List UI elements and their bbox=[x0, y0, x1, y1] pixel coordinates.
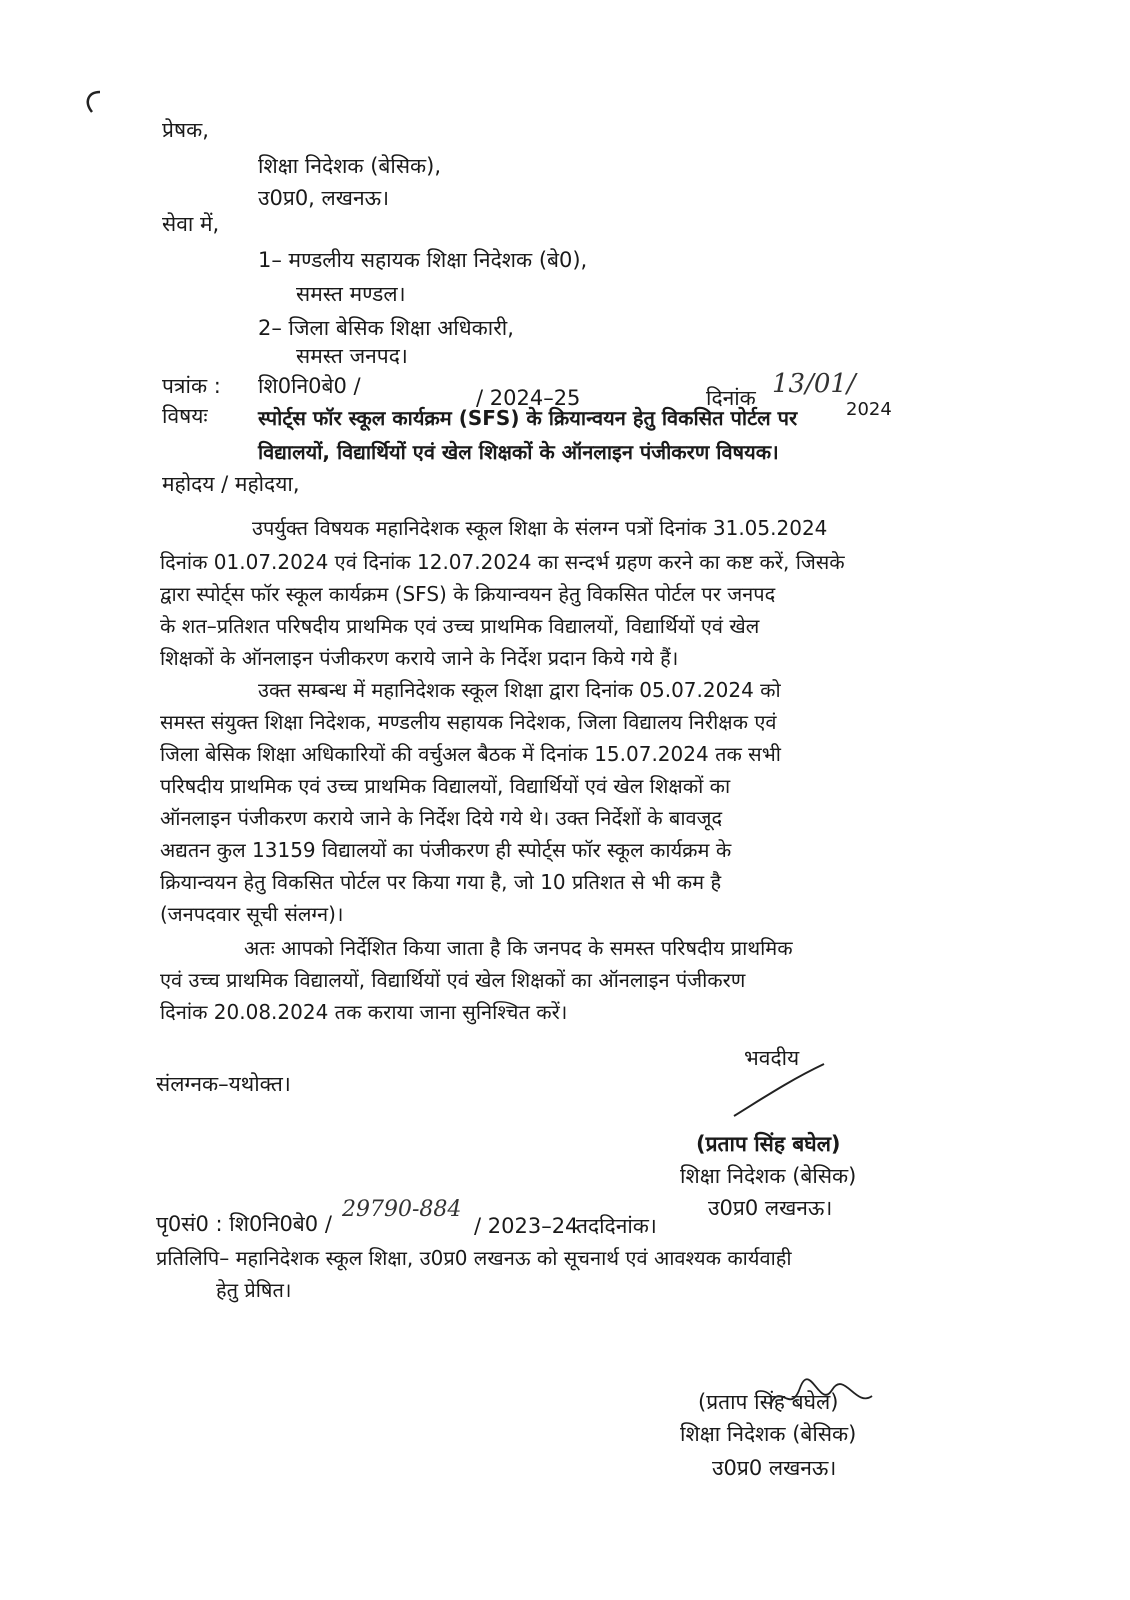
signatory-place: उ0प्र0 लखनऊ। bbox=[708, 1196, 833, 1220]
para2-line-5: ऑनलाइन पंजीकरण कराये जाने के निर्देश दिये गये थे। उक्त निर्देशों के बावजूद bbox=[160, 806, 723, 830]
para1-line-3: द्वारा स्पोर्ट्स फॉर स्कूल कार्यक्रम (SFS) के क्रियान्वयन हेतु विकसित पोर्टल पर जनपद bbox=[160, 582, 776, 606]
para3-line-1: अतः आपको निर्देशित किया जाता है कि जनपद के समस्त परिषदीय प्राथमिक bbox=[244, 936, 793, 960]
copy-sig-place: उ0प्र0 लखनऊ। bbox=[712, 1456, 837, 1480]
signature-stroke bbox=[730, 1060, 830, 1120]
copy-signature-scribble bbox=[760, 1370, 880, 1420]
patrank-year: / 2024–25 bbox=[476, 386, 581, 410]
enclosure-note: संलग्नक–यथोक्त। bbox=[156, 1072, 291, 1096]
date-year: 2024 bbox=[846, 399, 892, 420]
para2-line-6: अद्यतन कुल 13159 विद्यालयों का पंजीकरण ही स्पोर्ट्स फॉर स्कूल कार्यक्रम के bbox=[160, 838, 732, 862]
date-handwritten: 13/01/ bbox=[772, 369, 856, 399]
sender-line-2: उ0प्र0, लखनऊ। bbox=[258, 186, 390, 210]
copy-ref-date: तददिनांक। bbox=[576, 1214, 657, 1238]
signatory-name: (प्रताप सिंह बघेल) bbox=[696, 1132, 841, 1156]
copy-line-1: प्रतिलिपि– महानिदेशक स्कूल शिक्षा, उ0प्र0 लखनऊ को सूचनार्थ एवं आवश्यक कार्यवाही bbox=[156, 1246, 792, 1270]
copy-line-2: हेतु प्रेषित। bbox=[216, 1278, 292, 1302]
para2-line-8: (जनपदवार सूची संलग्न)। bbox=[160, 902, 344, 926]
patrank-label: पत्रांक : bbox=[162, 374, 221, 398]
signatory-designation: शिक्षा निदेशक (बेसिक) bbox=[680, 1164, 857, 1188]
copy-ref-year: / 2023–24 bbox=[474, 1214, 579, 1238]
para1-line-4: के शत–प्रतिशत परिषदीय प्राथमिक एवं उच्च प्राथमिक विद्यालयों, विद्यार्थियों एवं खेल bbox=[160, 614, 760, 638]
para1-line-5: शिक्षकों के ऑनलाइन पंजीकरण कराये जाने के निर्देश प्रदान किये गये हैं। bbox=[160, 646, 679, 670]
para3-line-2: एवं उच्च प्राथमिक विद्यालयों, विद्यार्थियों एवं खेल शिक्षकों का ऑनलाइन पंजीकरण bbox=[160, 968, 746, 992]
para2-line-3: जिला बेसिक शिक्षा अधिकारियों की वर्चुअल बैठक में दिनांक 15.07.2024 तक सभी bbox=[160, 742, 781, 766]
para2-line-1: उक्त सम्बन्ध में महानिदेशक स्कूल शिक्षा द्वारा दिनांक 05.07.2024 को bbox=[258, 678, 781, 702]
subject-line-1: स्पोर्ट्स फॉर स्कूल कार्यक्रम (SFS) के क्रियान्वयन हेतु विकसित पोर्टल पर bbox=[258, 406, 798, 430]
recipient-2-line-1: 2– जिला बेसिक शिक्षा अधिकारी, bbox=[258, 316, 514, 340]
sender-label: प्रेषक, bbox=[162, 118, 209, 142]
margin-mark bbox=[70, 86, 110, 126]
closing-bhavdiya: भवदीय bbox=[744, 1046, 800, 1070]
para3-line-3: दिनांक 20.08.2024 तक कराया जाना सुनिश्चित करें। bbox=[160, 1000, 568, 1024]
subject-label: विषयः bbox=[162, 404, 208, 428]
recipient-1-line-1: 1– मण्डलीय सहायक शिक्षा निदेशक (बे0), bbox=[258, 248, 588, 272]
sender-line-1: शिक्षा निदेशक (बेसिक), bbox=[258, 154, 442, 178]
recipient-1-line-2: समस्त मण्डल। bbox=[296, 282, 406, 306]
copy-sig-name: (प्रताप सिंह बघेल) bbox=[698, 1390, 839, 1414]
para2-line-7: क्रियान्वयन हेतु विकसित पोर्टल पर किया गया है, जो 10 प्रतिशत से भी कम है bbox=[160, 870, 722, 894]
para1-line-1: उपर्युक्त विषयक महानिदेशक स्कूल शिक्षा के संलग्न पत्रों दिनांक 31.05.2024 bbox=[252, 516, 828, 540]
recipients-label: सेवा में, bbox=[162, 212, 220, 236]
recipient-2-line-2: समस्त जनपद। bbox=[296, 344, 408, 368]
copy-sig-designation: शिक्षा निदेशक (बेसिक) bbox=[680, 1422, 857, 1446]
para2-line-2: समस्त संयुक्त शिक्षा निदेशक, मण्डलीय सहायक निदेशक, जिला विद्यालय निरीक्षक एवं bbox=[160, 710, 777, 734]
para2-line-4: परिषदीय प्राथमिक एवं उच्च प्राथमिक विद्यालयों, विद्यार्थियों एवं खेल शिक्षकों का bbox=[160, 774, 731, 798]
copy-ref-label: पृ0सं0 : शि0नि0बे0 / bbox=[156, 1212, 332, 1236]
subject-line-2: विद्यालयों, विद्यार्थियों एवं खेल शिक्षकों के ऑनलाइन पंजीकरण विषयक। bbox=[258, 440, 779, 464]
patrank-prefix: शि0नि0बे0 / bbox=[258, 374, 361, 398]
date-label: दिनांक bbox=[706, 386, 756, 410]
copy-ref-handwritten: 29790-884 bbox=[342, 1197, 462, 1222]
para1-line-2: दिनांक 01.07.2024 एवं दिनांक 12.07.2024 का सन्दर्भ ग्रहण करने का कष्ट करें, जिसके bbox=[160, 550, 845, 574]
salutation: महोदय / महोदया, bbox=[162, 472, 300, 496]
